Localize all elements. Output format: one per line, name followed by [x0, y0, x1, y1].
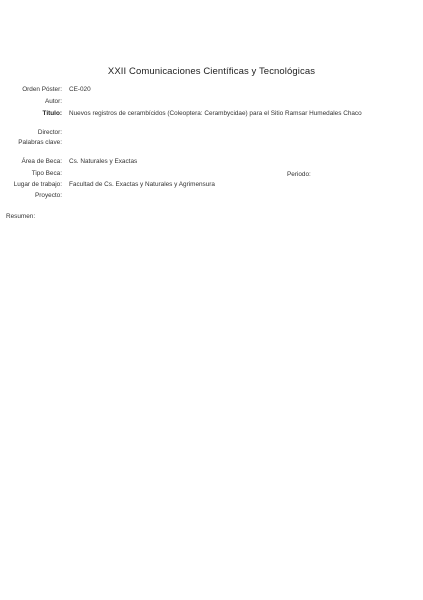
- orden-value: [69, 86, 101, 94]
- proyecto-label: Proyecto:: [35, 192, 62, 199]
- director-label: Director:: [37, 129, 62, 136]
- autor-label: Autor:: [44, 98, 62, 105]
- periodo-label: Periodo:: [287, 171, 311, 178]
- orden-code: CE-020: [69, 86, 91, 93]
- titulo-value: Nuevos registros de cerambícidos (Coleoptera: Cerambycidae) para el Sitio Ramsar Humedales Chaco: [69, 110, 362, 117]
- area-value: Cs. Naturales y Exactas: [69, 158, 138, 165]
- tipo-label: Tipo Beca:: [31, 170, 62, 177]
- orden-label: Orden Póster:: [22, 86, 62, 93]
- lugar-label: Lugar de trabajo:: [13, 181, 62, 188]
- lugar-value: Facultad de Cs. Exactas y Naturales y Agrimensura: [69, 181, 215, 188]
- area-label: Área de Beca:: [21, 158, 62, 165]
- palabras-label: Palabras clave:: [18, 139, 62, 146]
- field-periodo: [287, 171, 316, 178]
- titulo-label: Título:: [42, 110, 62, 117]
- resumen-label: Resumen:: [6, 213, 36, 220]
- page-title: XXII Comunicaciones Científicas y Tecnológicas: [107, 66, 316, 77]
